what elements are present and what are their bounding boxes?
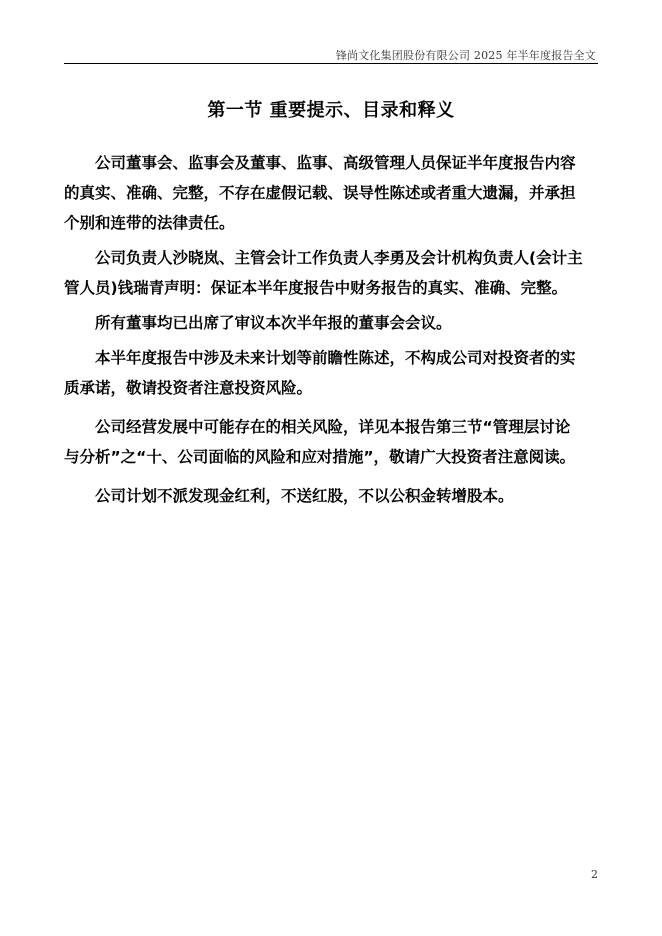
paragraph-forward-looking xyxy=(64,343,600,403)
paragraph-attendance xyxy=(64,308,600,338)
paragraph-line: 本半年度报告中涉及未来计划等前瞻性陈述，不构成公司对投资者的实 xyxy=(95,349,576,367)
paragraph-declaration xyxy=(64,243,600,303)
paragraph-line: 公司经营发展中可能存在的相关风险，详见本报告第三节“管理层讨论 xyxy=(95,418,571,436)
page-number: 2 xyxy=(591,868,598,881)
header-divider xyxy=(64,63,598,64)
paragraph-line: 公司负责人沙晓岚、主管会计工作负责人李勇及会计机构负责人(会计主 xyxy=(95,249,583,267)
section-title: 第一节 重要提示、目录和释义 xyxy=(207,100,455,121)
paragraph-dividend xyxy=(64,481,600,511)
paragraph-line: 公司董事会、监事会及董事、监事、高级管理人员保证半年度报告内容 xyxy=(95,154,576,172)
paragraph-risks xyxy=(64,412,600,472)
paragraph-line: 质承诺，敬请投资者注意投资风险。 xyxy=(64,379,313,397)
paragraph-responsibility xyxy=(64,148,600,238)
body-text xyxy=(64,148,600,516)
paragraph-line: 公司计划不派发现金红利，不送红股，不以公积金转增股本。 xyxy=(95,487,514,505)
paragraph-line: 的真实、准确、完整，不存在虚假记载、误导性陈述或者重大遗漏，并承担 xyxy=(64,184,576,202)
paragraph-line: 与分析”之“十、公司面临的风险和应对措施”，敬请广大投资者注意阅读。 xyxy=(64,448,576,466)
paragraph-line: 所有董事均已出席了审议本次半年报的董事会会议。 xyxy=(95,314,452,332)
running-header: 锋尚文化集团股份有限公司 2025 年半年度报告全文 xyxy=(335,49,596,62)
paragraph-line: 管人员)钱瑞青声明：保证本半年度报告中财务报告的真实、准确、完整。 xyxy=(64,279,568,297)
paragraph-line: 个别和连带的法律责任。 xyxy=(64,214,235,232)
